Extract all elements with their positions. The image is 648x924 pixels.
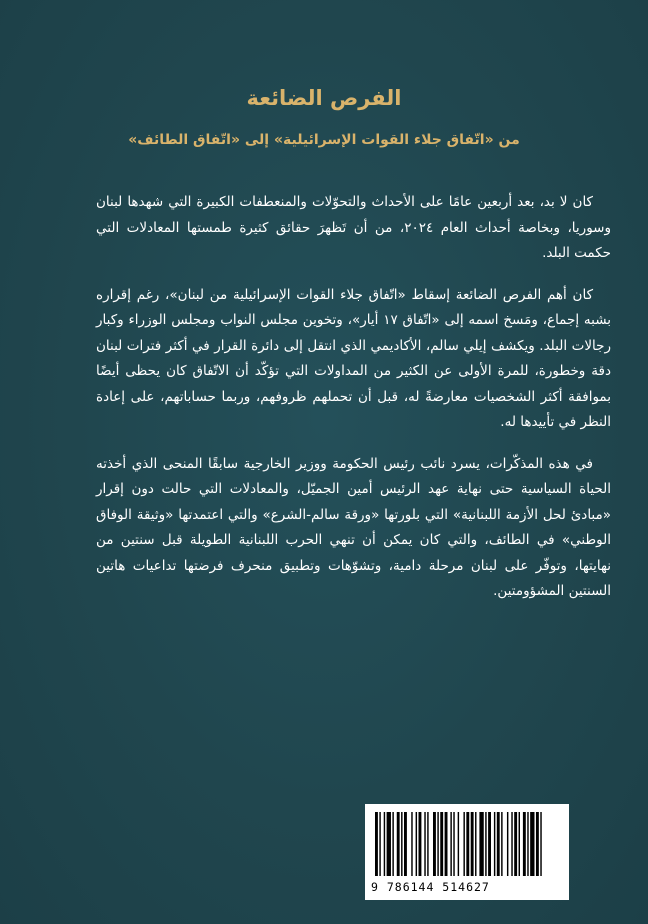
barcode-bar [384,812,385,876]
barcode-bar [530,812,534,876]
barcode-bar [401,812,402,876]
isbn-number: 9 786144 514627 [371,880,490,894]
barcode-bar [440,812,443,876]
barcode-bar [411,812,412,876]
isbn-barcode [365,804,569,900]
barcode-bar [445,812,448,876]
barcode-bar [437,812,438,876]
blurb-text [96,190,611,621]
barcode-bar [523,812,526,876]
barcode-bar [507,812,508,876]
barcode-bar [488,812,491,876]
barcode-bar [416,812,417,876]
barcode-bar [471,812,474,876]
barcode-bar [497,812,500,876]
barcode-bar [375,812,378,876]
barcode-bar [494,812,495,876]
barcode-bar [475,812,476,876]
barcode-bar [511,812,512,876]
barcode-bar [479,812,483,876]
barcode-bar [514,812,517,876]
barcode-bar [379,812,380,876]
barcode-bar [392,812,393,876]
barcode-bar [397,812,400,876]
barcode-bar [540,812,541,876]
barcode-bar [527,812,528,876]
barcode-bar [427,812,428,876]
barcode-bar [419,812,422,876]
barcode-bar [404,812,407,876]
blurb-paragraph-2: كان أهم الفرص الضائعة إسقاط «اتّفاق جلاء القوات الإسرائيلية من لبنان»، رغم إقراره بشبه إجماع، ومَسخ اسمه إلى «اتّفاق ١٧ أيار»، وتخوين مجلس النواب ومجلس الوزراء وكبار رجالات البلد. ويكشف إيلي سالم، الأكاديمي الذي انتقل إلى دائرة القرار في أكثر فترات لبنان دقة وخطورة، للمرة الأولى عن الكثير من المداولات التي تؤكّد أن الاتّفاق كان يحظى أيضًا بموافقة أكثر الشخصيات معارضةً له، قبل أن تحملهم ظروفهم، وربما حساباتهم، على إعادة النظر في تأييدها له. [96,286,611,430]
barcode-bar [453,812,454,876]
barcode-bar [433,812,436,876]
book-subtitle: من «اتّفاق جلاء القوات الإسرائيلية» إلى «اتّفاق الطائف» [128,132,520,148]
barcode-bar [466,812,469,876]
blurb-paragraph-3: في هذه المذكّرات، يسرد نائب رئيس الحكومة ووزير الخارجية سابقًا المنحى الذي أخذته الحياة السياسية حتى نهاية عهد الرئيس أمين الجميّل، والمعادلات التي حالت دون إقرار «مبادئ لحل الأزمة اللبنانية» التي بلورتها «ورقة سالم-الشرع» والتي اعتمدتها «وثيقة الوفاق الوطني» في الطائف، والتي كان يمكن أن تنهي الحرب اللبنانية الطويلة قبل سنتين من نهايتها، وتوفّر على لبنان مرحلة دامية، وتشوّهات وتطبيق منحرف فرضتها تداعيات هاتين السنتين المشؤومتين. [96,455,611,599]
barcode-bar [458,812,459,876]
barcode-bar [463,812,464,876]
barcode-bars [375,812,559,876]
book-title: الفرص الضائعة [246,86,402,110]
barcode-bar [485,812,486,876]
barcode-bar [424,812,425,876]
barcode-bar [519,812,520,876]
barcode-bar [536,812,539,876]
barcode-bar [450,812,451,876]
barcode-bar [501,812,502,876]
barcode-bar [387,812,391,876]
blurb-paragraph-1: كان لا بد، بعد أربعين عامًا على الأحداث والتحوّلات والمنعطفات الكبيرة التي شهدها لبنان وسوريا، وبخاصة أحداث العام ٢٠٢٤، من أن تَظهرَ حقائق كثيرة طمستها المعادلات التي حكمت البلد. [96,194,611,261]
